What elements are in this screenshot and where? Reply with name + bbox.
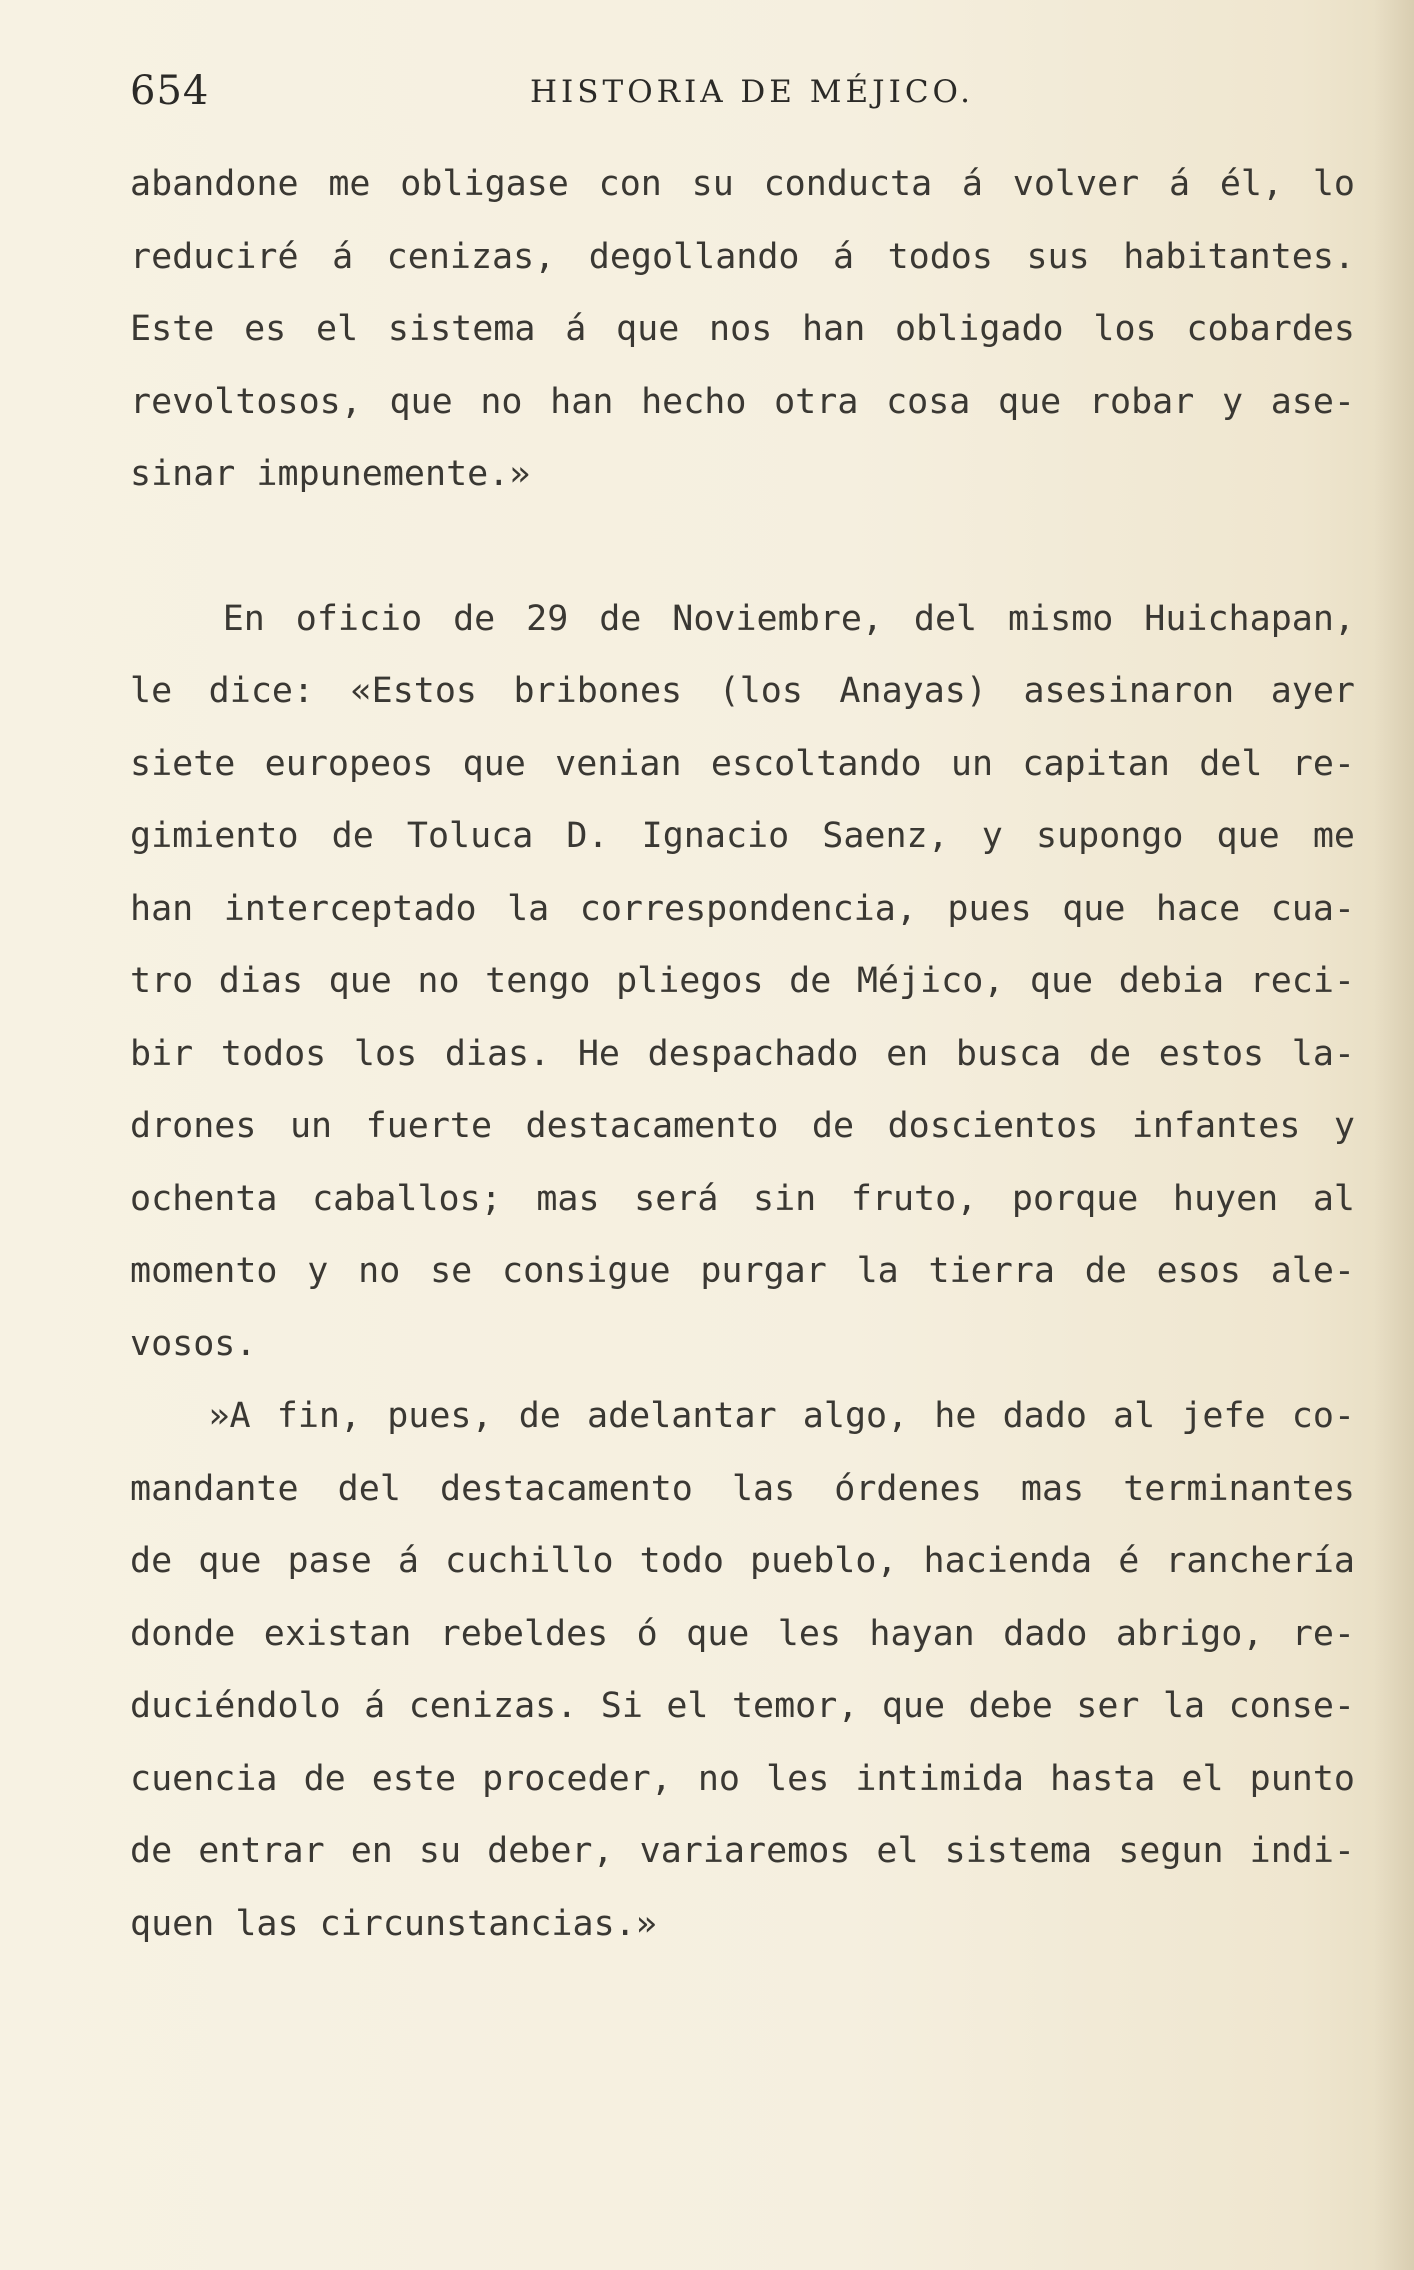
text-line: vosos. — [130, 1323, 257, 1364]
text-line: duciéndolo á cenizas. Si el temor, que debe ser la conse- — [130, 1686, 1355, 1726]
text-line: mandante del destacamento las órdenes mas terminantes — [130, 1468, 1355, 1509]
page-edge-shadow — [1374, 0, 1414, 2270]
text-line: reduciré á cenizas, degollando á todos sus habitantes. — [130, 236, 1355, 277]
text-line: revoltosos, que no han hecho otra cosa que robar y ase- — [130, 381, 1355, 422]
body-text — [130, 148, 1355, 1960]
text-line: siete europeos que venian escoltando un capitan del re- — [130, 743, 1355, 784]
text-line: En oficio de 29 de Noviembre, del mismo Huichapan, — [130, 598, 1355, 639]
text-line: ochenta caballos; mas será sin fruto, porque huyen al — [130, 1178, 1355, 1219]
text-line: donde existan rebeldes ó que les hayan dado abrigo, re- — [130, 1613, 1355, 1654]
text-line: quen las circunstancias.» — [130, 1903, 657, 1944]
text-line: han interceptado la correspondencia, pues que hace cua- — [130, 888, 1355, 929]
running-title: HISTORIA DE MÉJICO. — [530, 74, 974, 110]
text-line: sinar impunemente.» — [130, 454, 531, 494]
text-line: le dice: «Estos bribones (los Anayas) asesinaron ayer — [130, 671, 1355, 711]
text-line: gimiento de Toluca D. Ignacio Saenz, y supongo que me — [130, 816, 1355, 856]
text-line: drones un fuerte destacamento de doscientos infantes y — [130, 1106, 1355, 1146]
paragraph-gap — [130, 511, 1355, 583]
text-line: Este es el sistema á que nos han obligado los cobardes — [130, 309, 1355, 349]
text-line: de entrar en su deber, variaremos el sistema segun indi- — [130, 1831, 1355, 1871]
page-header — [130, 68, 1360, 128]
text-line: de que pase á cuchillo todo pueblo, hacienda é ranchería — [130, 1541, 1355, 1581]
text-line: »A fin, pues, de adelantar algo, he dado al jefe co- — [130, 1396, 1355, 1436]
text-line: tro dias que no tengo pliegos de Méjico, que debia reci- — [130, 961, 1355, 1001]
text-line: momento y no se consigue purgar la tierra de esos ale- — [130, 1251, 1355, 1291]
text-line: bir todos los dias. He despachado en busca de estos la- — [130, 1033, 1355, 1074]
text-line: abandone me obligase con su conducta á volver á él, lo — [130, 164, 1355, 204]
page-number: 654 — [130, 68, 210, 114]
text-line: cuencia de este proceder, no les intimida hasta el punto — [130, 1758, 1355, 1799]
